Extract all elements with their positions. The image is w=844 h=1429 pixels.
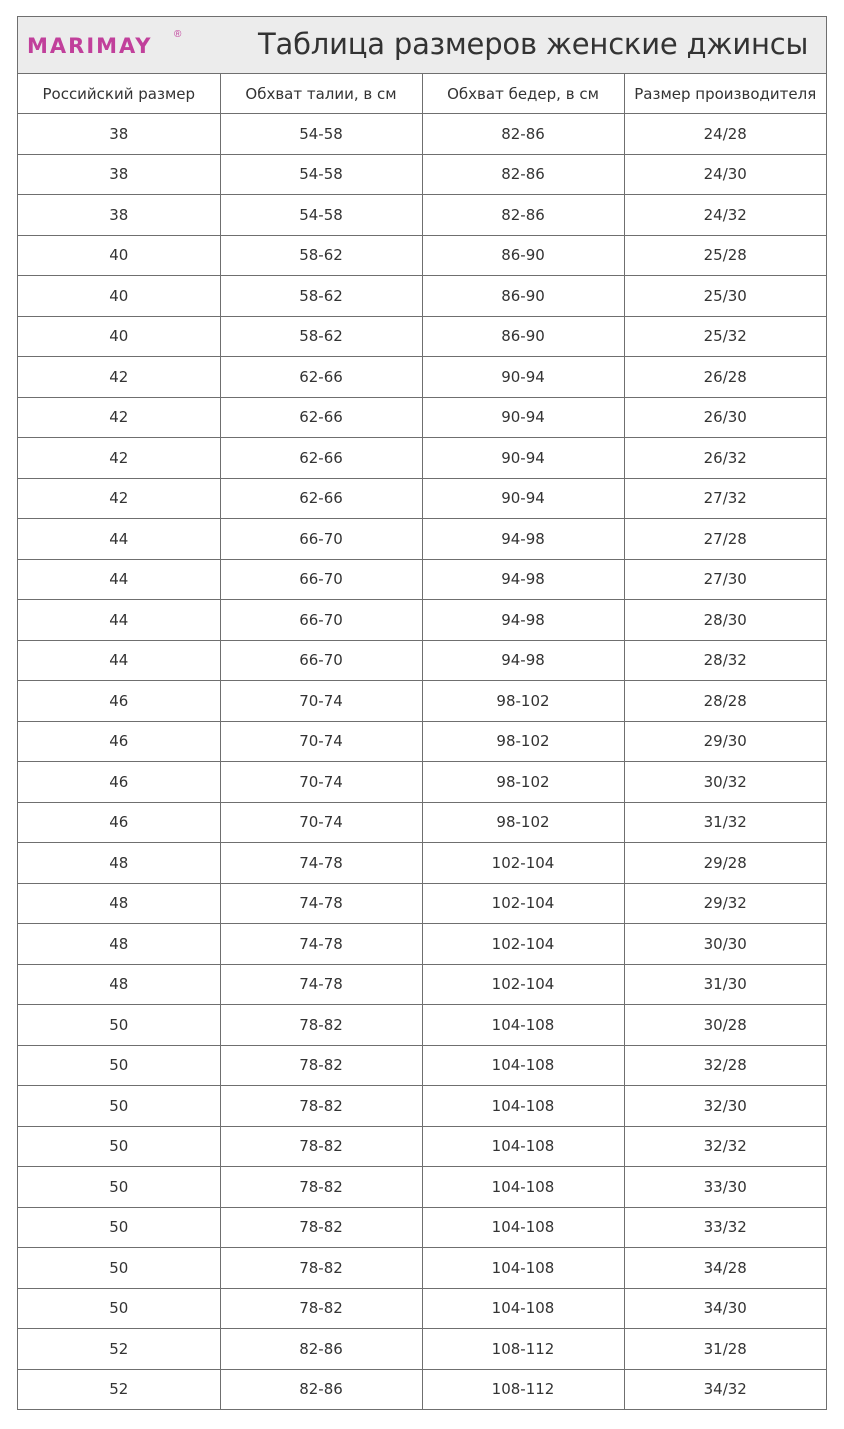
cell-russian-size: 52 [18, 1369, 220, 1410]
cell-russian-size: 50 [18, 1086, 220, 1127]
table-row [18, 681, 826, 722]
cell-hips: 82-86 [422, 114, 624, 155]
table-row [18, 1086, 826, 1127]
cell-waist: 70-74 [220, 762, 422, 803]
cell-russian-size: 42 [18, 397, 220, 438]
cell-waist: 70-74 [220, 681, 422, 722]
cell-manufacturer-size: 31/28 [624, 1329, 826, 1370]
column-header-russian-size: Российский размер [18, 74, 220, 114]
cell-hips: 86-90 [422, 276, 624, 317]
table-row [18, 1288, 826, 1329]
cell-manufacturer-size: 27/30 [624, 559, 826, 600]
cell-manufacturer-size: 26/32 [624, 438, 826, 479]
cell-waist: 58-62 [220, 276, 422, 317]
cell-waist: 58-62 [220, 235, 422, 276]
table-row [18, 964, 826, 1005]
cell-manufacturer-size: 34/30 [624, 1288, 826, 1329]
cell-waist: 62-66 [220, 438, 422, 479]
cell-manufacturer-size: 25/28 [624, 235, 826, 276]
cell-manufacturer-size: 33/30 [624, 1167, 826, 1208]
cell-hips: 98-102 [422, 802, 624, 843]
cell-hips: 98-102 [422, 681, 624, 722]
cell-russian-size: 50 [18, 1167, 220, 1208]
cell-manufacturer-size: 27/28 [624, 519, 826, 560]
cell-russian-size: 42 [18, 478, 220, 519]
cell-hips: 104-108 [422, 1248, 624, 1289]
cell-hips: 104-108 [422, 1005, 624, 1046]
cell-waist: 78-82 [220, 1005, 422, 1046]
table-row [18, 924, 826, 965]
cell-hips: 90-94 [422, 357, 624, 398]
cell-russian-size: 48 [18, 964, 220, 1005]
cell-manufacturer-size: 34/28 [624, 1248, 826, 1289]
cell-waist: 78-82 [220, 1207, 422, 1248]
page-title: Таблица размеров женские джинсы [258, 27, 809, 61]
cell-russian-size: 50 [18, 1045, 220, 1086]
table-row [18, 1167, 826, 1208]
cell-russian-size: 50 [18, 1248, 220, 1289]
cell-manufacturer-size: 29/30 [624, 721, 826, 762]
cell-hips: 102-104 [422, 924, 624, 965]
cell-manufacturer-size: 32/30 [624, 1086, 826, 1127]
cell-waist: 54-58 [220, 114, 422, 155]
cell-manufacturer-size: 34/32 [624, 1369, 826, 1410]
cell-russian-size: 40 [18, 316, 220, 357]
table-row [18, 1126, 826, 1167]
cell-russian-size: 40 [18, 276, 220, 317]
table-row [18, 883, 826, 924]
cell-hips: 86-90 [422, 316, 624, 357]
cell-hips: 94-98 [422, 559, 624, 600]
cell-waist: 66-70 [220, 519, 422, 560]
table-row [18, 1207, 826, 1248]
cell-russian-size: 50 [18, 1207, 220, 1248]
cell-waist: 66-70 [220, 600, 422, 641]
cell-waist: 78-82 [220, 1288, 422, 1329]
cell-russian-size: 38 [18, 195, 220, 236]
table-row [18, 559, 826, 600]
table-row [18, 154, 826, 195]
column-header-manufacturer-size: Размер производителя [624, 74, 826, 114]
cell-hips: 104-108 [422, 1045, 624, 1086]
cell-hips: 108-112 [422, 1329, 624, 1370]
cell-russian-size: 46 [18, 681, 220, 722]
cell-manufacturer-size: 25/30 [624, 276, 826, 317]
table-row [18, 357, 826, 398]
cell-russian-size: 50 [18, 1005, 220, 1046]
table-row [18, 195, 826, 236]
cell-hips: 82-86 [422, 195, 624, 236]
cell-hips: 90-94 [422, 478, 624, 519]
cell-waist: 62-66 [220, 397, 422, 438]
table-row [18, 843, 826, 884]
cell-waist: 70-74 [220, 721, 422, 762]
cell-waist: 78-82 [220, 1086, 422, 1127]
cell-manufacturer-size: 29/28 [624, 843, 826, 884]
brand-logo: MARIMAY [27, 34, 153, 58]
cell-waist: 66-70 [220, 559, 422, 600]
table-row [18, 478, 826, 519]
cell-hips: 104-108 [422, 1126, 624, 1167]
cell-manufacturer-size: 28/30 [624, 600, 826, 641]
cell-waist: 62-66 [220, 357, 422, 398]
cell-hips: 102-104 [422, 883, 624, 924]
cell-manufacturer-size: 32/28 [624, 1045, 826, 1086]
table-row [18, 1329, 826, 1370]
table-row [18, 1005, 826, 1046]
cell-manufacturer-size: 24/32 [624, 195, 826, 236]
cell-russian-size: 44 [18, 519, 220, 560]
table-header-row [18, 74, 826, 114]
cell-hips: 90-94 [422, 438, 624, 479]
cell-manufacturer-size: 26/30 [624, 397, 826, 438]
cell-russian-size: 38 [18, 114, 220, 155]
cell-manufacturer-size: 33/32 [624, 1207, 826, 1248]
cell-manufacturer-size: 32/32 [624, 1126, 826, 1167]
table-row [18, 235, 826, 276]
cell-russian-size: 42 [18, 438, 220, 479]
cell-hips: 94-98 [422, 600, 624, 641]
cell-manufacturer-size: 25/32 [624, 316, 826, 357]
table-row [18, 1045, 826, 1086]
cell-waist: 78-82 [220, 1045, 422, 1086]
cell-hips: 104-108 [422, 1086, 624, 1127]
table-row [18, 640, 826, 681]
cell-russian-size: 44 [18, 640, 220, 681]
title-bar [18, 17, 826, 74]
table-row [18, 276, 826, 317]
cell-waist: 70-74 [220, 802, 422, 843]
table-row [18, 600, 826, 641]
table-body [18, 114, 826, 1410]
cell-manufacturer-size: 31/32 [624, 802, 826, 843]
cell-waist: 78-82 [220, 1248, 422, 1289]
cell-russian-size: 48 [18, 843, 220, 884]
cell-waist: 74-78 [220, 883, 422, 924]
table-row [18, 762, 826, 803]
cell-hips: 104-108 [422, 1167, 624, 1208]
cell-hips: 98-102 [422, 721, 624, 762]
cell-waist: 54-58 [220, 195, 422, 236]
table-row [18, 438, 826, 479]
table-row [18, 802, 826, 843]
cell-hips: 86-90 [422, 235, 624, 276]
cell-manufacturer-size: 28/32 [624, 640, 826, 681]
table-row [18, 316, 826, 357]
cell-russian-size: 38 [18, 154, 220, 195]
cell-russian-size: 50 [18, 1126, 220, 1167]
cell-hips: 102-104 [422, 964, 624, 1005]
cell-hips: 108-112 [422, 1369, 624, 1410]
cell-hips: 90-94 [422, 397, 624, 438]
size-table [18, 74, 826, 1410]
cell-russian-size: 46 [18, 762, 220, 803]
cell-hips: 82-86 [422, 154, 624, 195]
cell-waist: 82-86 [220, 1329, 422, 1370]
cell-manufacturer-size: 26/28 [624, 357, 826, 398]
column-header-waist: Обхват талии, в см [220, 74, 422, 114]
cell-russian-size: 52 [18, 1329, 220, 1370]
column-header-hips: Обхват бедер, в см [422, 74, 624, 114]
cell-hips: 104-108 [422, 1207, 624, 1248]
cell-waist: 78-82 [220, 1167, 422, 1208]
cell-hips: 98-102 [422, 762, 624, 803]
cell-manufacturer-size: 30/30 [624, 924, 826, 965]
cell-hips: 104-108 [422, 1288, 624, 1329]
cell-hips: 94-98 [422, 640, 624, 681]
cell-manufacturer-size: 24/28 [624, 114, 826, 155]
table-row [18, 1369, 826, 1410]
registered-mark: ® [174, 29, 182, 40]
cell-manufacturer-size: 27/32 [624, 478, 826, 519]
cell-manufacturer-size: 31/30 [624, 964, 826, 1005]
cell-manufacturer-size: 30/32 [624, 762, 826, 803]
cell-russian-size: 46 [18, 802, 220, 843]
cell-waist: 74-78 [220, 964, 422, 1005]
cell-manufacturer-size: 30/28 [624, 1005, 826, 1046]
cell-waist: 58-62 [220, 316, 422, 357]
cell-russian-size: 48 [18, 883, 220, 924]
cell-russian-size: 40 [18, 235, 220, 276]
cell-waist: 74-78 [220, 924, 422, 965]
cell-hips: 94-98 [422, 519, 624, 560]
cell-russian-size: 46 [18, 721, 220, 762]
cell-russian-size: 44 [18, 559, 220, 600]
cell-hips: 102-104 [422, 843, 624, 884]
cell-manufacturer-size: 29/32 [624, 883, 826, 924]
cell-russian-size: 48 [18, 924, 220, 965]
cell-russian-size: 44 [18, 600, 220, 641]
table-row [18, 1248, 826, 1289]
cell-manufacturer-size: 24/30 [624, 154, 826, 195]
cell-russian-size: 50 [18, 1288, 220, 1329]
table-row [18, 114, 826, 155]
cell-waist: 54-58 [220, 154, 422, 195]
cell-manufacturer-size: 28/28 [624, 681, 826, 722]
cell-waist: 82-86 [220, 1369, 422, 1410]
table-row [18, 519, 826, 560]
cell-waist: 62-66 [220, 478, 422, 519]
cell-russian-size: 42 [18, 357, 220, 398]
cell-waist: 74-78 [220, 843, 422, 884]
cell-waist: 66-70 [220, 640, 422, 681]
cell-waist: 78-82 [220, 1126, 422, 1167]
table-row [18, 397, 826, 438]
table-row [18, 721, 826, 762]
size-chart-sheet [17, 16, 827, 1410]
